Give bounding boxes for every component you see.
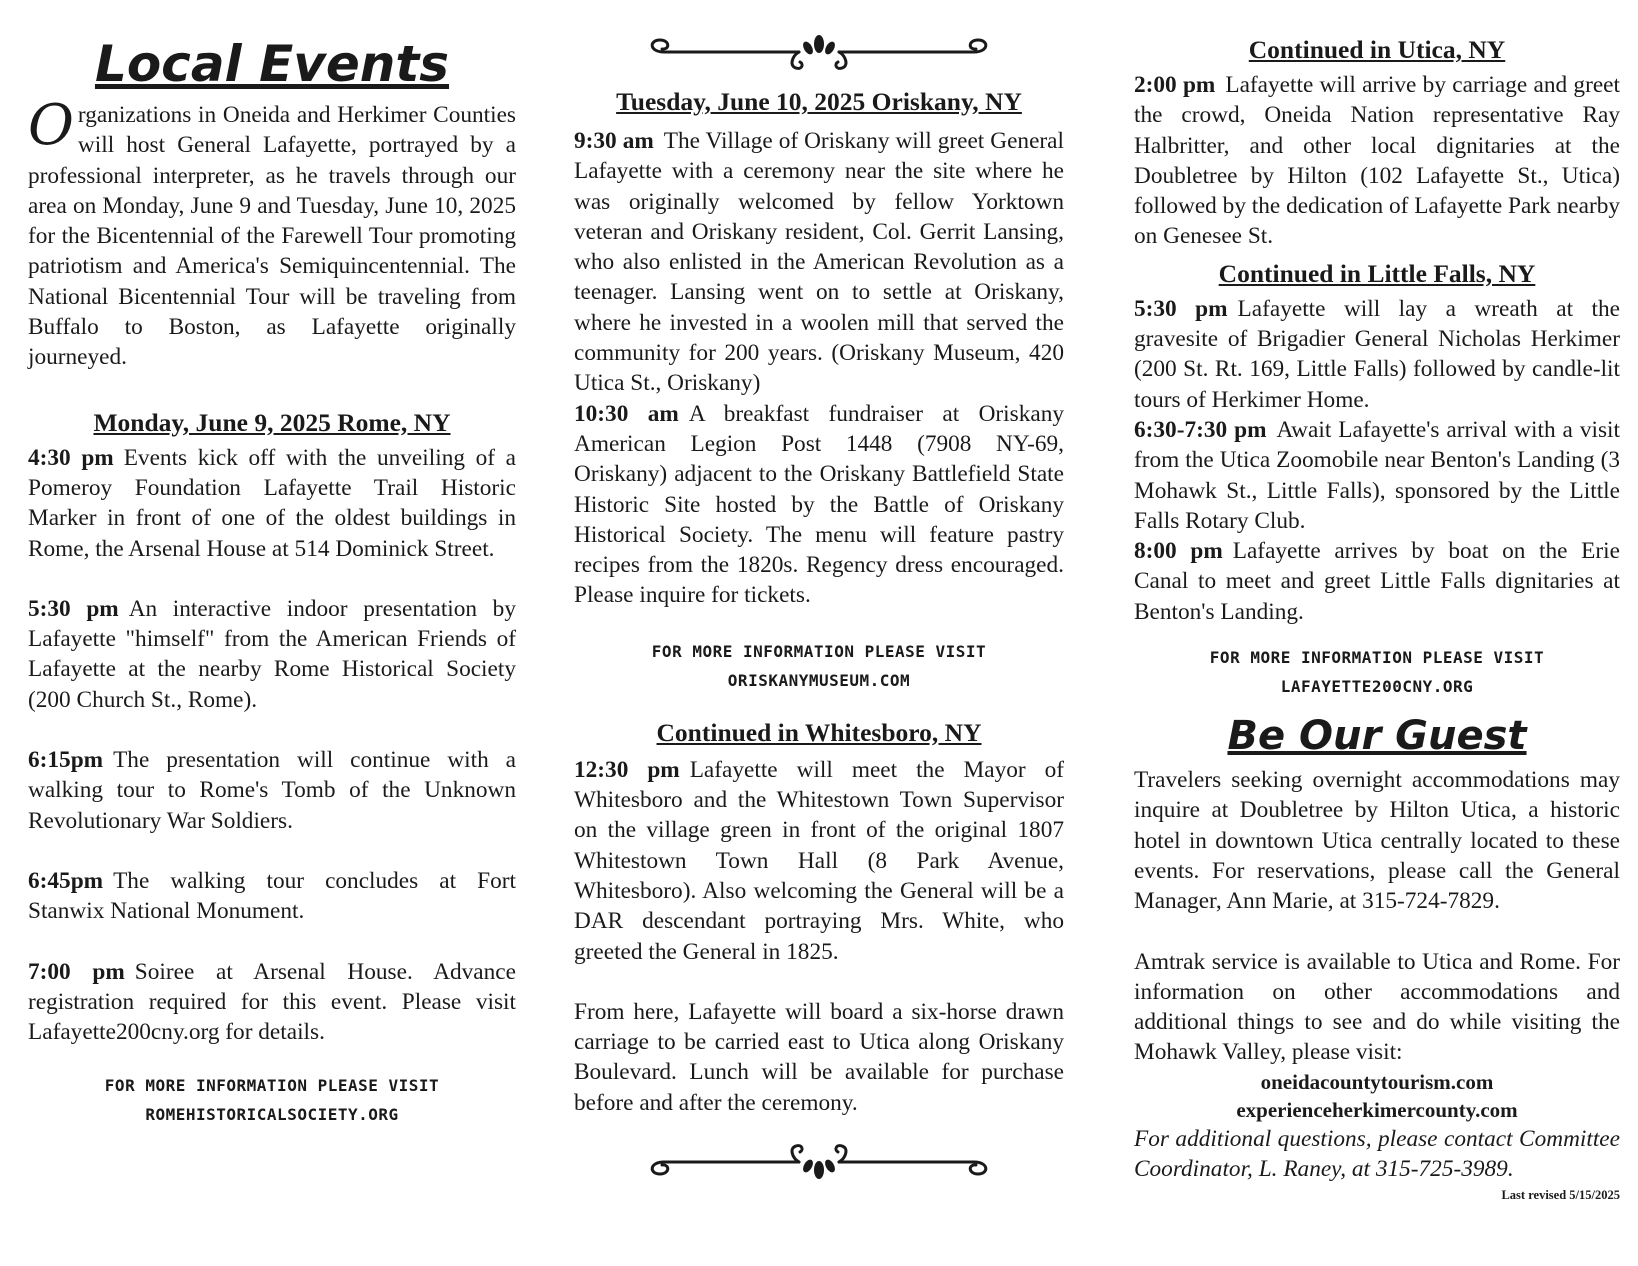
event-time: 9:30 am: [574, 128, 654, 154]
oriskany-info-label: FOR MORE INFORMATION PLEASE VISIT: [651, 641, 987, 661]
little-falls-info-url[interactable]: LAFAYETTE200CNY.ORG: [1280, 677, 1474, 697]
guest-paragraph-2: Amtrak service is available to Utica and Rome. For information on other accommodations and additional things to see and do while visiting the Mohawk Valley, please visit:: [1134, 948, 1620, 1066]
event-text: Lafayette arrives by boat on the Erie Canal to meet and greet Little Falls dignitaries at Benton's Landing.: [1134, 538, 1620, 625]
event-text: The Village of Oriskany will greet General Lafayette with a ceremony near the site where he was originally welcomed by fellow Yorktown veteran and Oriskany resident, Col. Gerrit Lansing, who also enlisted in the American Revolution as a teenager. Lansing went on to settle at Oriskany, where he invested in a woolen mill that served the community for 200 years. (Oriskany Museum, 420 Utica St., Oriskany): [574, 128, 1064, 397]
whitesboro-closing: From here, Lafayette will board a six-horse drawn carriage to be carried east to Utica along Oriskany Boulevard. Lunch will be available for purchase before and after the ceremony.: [574, 998, 1064, 1116]
rome-info-label: FOR MORE INFORMATION PLEASE VISIT: [104, 1076, 440, 1096]
herkimer-tourism-link[interactable]: experienceherkimercounty.com: [1236, 1097, 1518, 1122]
little-falls-heading: Continued in Little Falls, NY: [1218, 258, 1536, 288]
event-rome-2: [28, 594, 516, 715]
event-time: 6:30-7:30 pm: [1134, 416, 1267, 443]
little-falls-info-label: FOR MORE INFORMATION PLEASE VISIT: [1209, 648, 1545, 668]
event-text: Soiree at Arsenal House. Advance registration required for this event. Please visit Lafayette200cny.org for details.: [28, 958, 516, 1046]
event-little-falls-2: [1134, 415, 1620, 536]
guest-paragraph-1: Travelers seeking overnight accommodations may inquire at Doubletree by Hilton Utica, a historic hotel in downtown Utica centrally located to these events. For reservations, please call the General Manager, Ann Marie, at 315-724-7829.: [1134, 767, 1620, 915]
event-text: Await Lafayette's arrival with a visit from the Utica Zoomobile near Benton's Landing (3 Mohawk St., Little Falls), sponsored by the Little Falls Rotary Club.: [1134, 416, 1620, 534]
event-time: 6:15pm: [28, 747, 104, 774]
event-oriskany-1: [574, 126, 1064, 399]
event-text: The walking tour concludes at Fort Stanwix National Monument.: [28, 867, 516, 925]
event-text: An interactive indoor presentation by Lafayette "himself" from the American Friends of Lafayette at the nearby Rome Historical Society (200 Church St., Rome).: [28, 595, 516, 713]
event-time: 4:30 pm: [28, 444, 114, 471]
event-text: Lafayette will meet the Mayor of Whitesboro and the Whitestown Town Supervisor on the village green in front of the original 1807 Whitestown Town Hall (8 Park Avenue, Whitesboro). Also welcoming the General will be a DAR descendant portraying Mrs. White, who greeted the General in 1825.: [574, 756, 1065, 965]
utica-heading: Continued in Utica, NY: [1248, 35, 1506, 64]
event-text: Events kick off with the unveiling of a Pomeroy Foundation Lafayette Trail Historic Marker in front of one of the oldest buildings in Rome, the Arsenal House at 514 Dominick Street.: [28, 444, 516, 562]
event-time: 10:30 am: [574, 400, 679, 427]
event-rome-3: [28, 745, 516, 836]
event-time: 2:00 pm: [1134, 72, 1216, 98]
flourish-top-ornament: [644, 32, 994, 80]
event-time: 8:00 pm: [1134, 538, 1223, 565]
event-oriskany-2: [574, 399, 1064, 611]
flourish-bottom-ornament: [644, 1134, 994, 1182]
event-rome-5: [28, 957, 516, 1048]
intro-dropcap: O: [28, 93, 74, 158]
rome-heading: Monday, June 9, 2025 Rome, NY: [93, 407, 451, 437]
event-text: The presentation will continue with a walking tour to Rome's Tomb of the Unknown Revolutionary War Soldiers.: [28, 747, 516, 834]
column-oriskany: [574, 0, 1064, 1182]
event-time: 6:45pm: [28, 867, 104, 894]
intro-paragraph: [28, 93, 516, 373]
intro-text: rganizations in Oneida and Herkimer Counties will host General Lafayette, portrayed by a professional interpreter, as he travels through our area on Monday, June 9 and Tuesday, June 10, 2025 for the Bicentennial of the Farewell Tour promoting patriotism and America's Semiquincentennial. The National Bicentennial Tour will be traveling from Buffalo to Boston, as Lafayette originally journeyed.: [28, 102, 516, 371]
oriskany-heading: Tuesday, June 10, 2025 Oriskany, NY: [616, 87, 1022, 116]
oneida-tourism-link[interactable]: oneidacountytourism.com: [1260, 1069, 1494, 1094]
event-time: 12:30 pm: [574, 756, 680, 783]
local-events-title: Local Events: [94, 35, 450, 93]
column-rome: [28, 0, 516, 1129]
event-text: Lafayette will lay a wreath at the gravesite of Brigadier General Nicholas Herkimer (200 St. Rt. 169, Little Falls) followed by candle-lit tours of Herkimer Home.: [1134, 295, 1620, 413]
oriskany-info-url[interactable]: ORISKANYMUSEUM.COM: [727, 670, 911, 690]
event-time: 5:30 pm: [1134, 295, 1228, 322]
column-utica: [1134, 0, 1620, 1203]
event-rome-1: [28, 443, 516, 564]
event-little-falls-1: [1134, 294, 1620, 415]
rome-info-url[interactable]: ROMEHISTORICALSOCIETY.ORG: [145, 1105, 399, 1125]
event-time: 7:00 pm: [28, 958, 125, 985]
event-utica-1: [1134, 70, 1620, 252]
event-little-falls-3: [1134, 536, 1620, 627]
event-time: 5:30 pm: [28, 595, 119, 622]
event-text: A breakfast fundraiser at Oriskany American Legion Post 1448 (7908 NY-69, Oriskany) adjacent to the Oriskany Battlefield State Historic Site hosted by the Battle of Oriskany Historical Society. The menu will feature pastry recipes from the 1820s. Regency dress encouraged. Please inquire for tickets.: [574, 400, 1064, 609]
event-text: Lafayette will arrive by carriage and greet the crowd, Oneida Nation representative Ray Halbritter, and other local dignitaries at the Doubletree by Hilton (102 Lafayette St., Utica) followed by the dedication of Lafayette Park nearby on Genesee St.: [1134, 72, 1620, 250]
contact-paragraph: For additional questions, please contact Committee Coordinator, L. Raney, at 315-725-3989.: [1134, 1125, 1620, 1183]
event-whitesboro-1: [574, 755, 1064, 967]
last-revised-date: Last revised 5/15/2025: [1501, 1188, 1620, 1203]
whitesboro-heading: Continued in Whitesboro, NY: [656, 717, 982, 747]
be-our-guest-title: Be Our Guest: [1227, 713, 1527, 760]
event-rome-4: [28, 866, 516, 927]
